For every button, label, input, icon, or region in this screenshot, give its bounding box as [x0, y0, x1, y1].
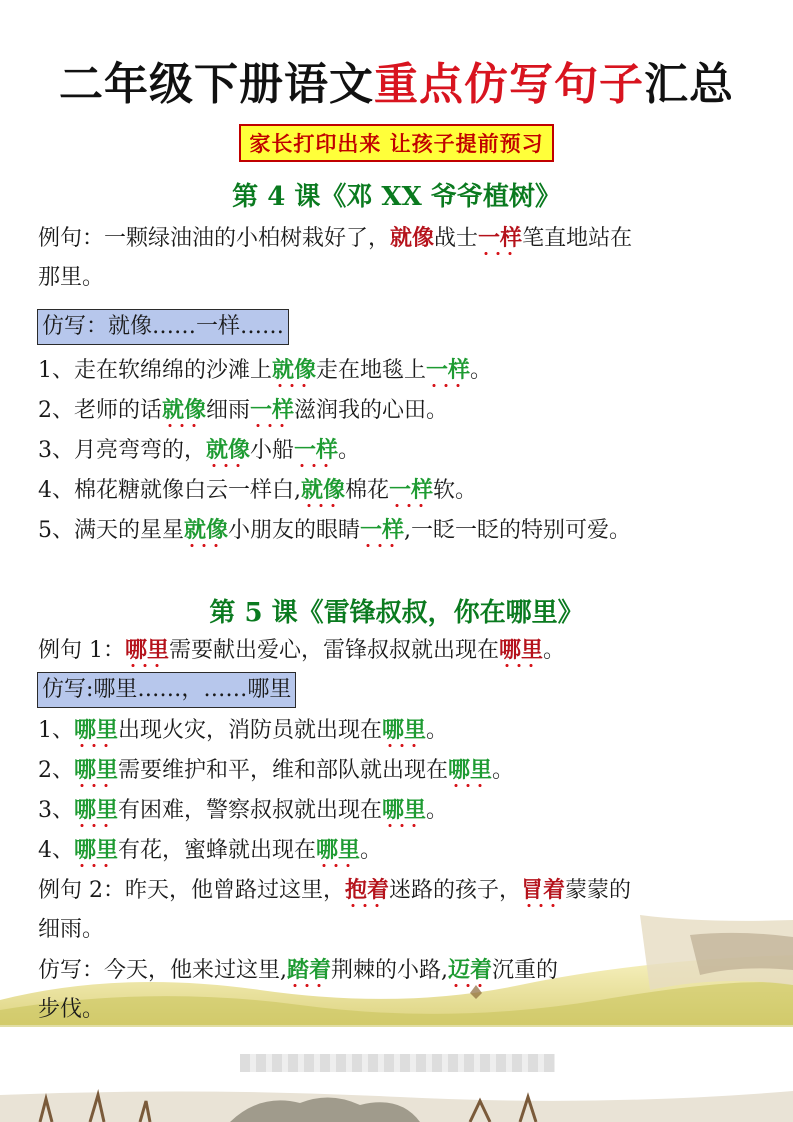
lesson5-pattern-box: 仿写:哪里……，……哪里 [37, 672, 296, 708]
keyword: 冒着 [521, 877, 566, 903]
keyword: 一样 [478, 225, 523, 251]
keyword: 迈着 [448, 957, 493, 983]
list-item: 3、哪里有困难，警察叔叔就出现在哪里。 [38, 797, 449, 823]
list-item: 3、月亮弯弯的，就像小船一样。 [38, 437, 361, 463]
keyword: 就像 [390, 225, 435, 251]
lesson5-heading: 第 5 课《雷锋叔叔，你在哪里》 [209, 598, 584, 628]
list-item: 5、满天的星星就像小朋友的眼睛一样,一眨一眨的特别可爱。 [38, 517, 632, 543]
lesson5-example1: 例句 1：哪里需要献出爱心，雷锋叔叔就出现在哪里。 [38, 637, 566, 663]
list-item: 4、棉花糖就像白云一样白,就像棉花一样软。 [38, 477, 478, 503]
watermark-blur [240, 1054, 555, 1072]
lesson4-heading: 第 4 课《邓 XX 爷爷植树》 [232, 182, 561, 212]
list-item: 1、哪里出现火灾，消防员就出现在哪里。 [38, 717, 449, 743]
landscape-illustration [0, 915, 793, 1122]
lesson5-example2-line2: 细雨。 [38, 917, 105, 942]
keyword: 哪里 [125, 637, 170, 663]
list-item: 4、哪里有花，蜜蜂就出现在哪里。 [38, 837, 383, 863]
lesson5-imitate-line1: 仿写：今天，他来过这里,踏着荆棘的小路,迈着沉重的 [38, 957, 559, 983]
keyword: 哪里 [499, 637, 544, 663]
title-part1: 二年级下册语文 [59, 59, 374, 110]
list-item: 2、老师的话就像细雨一样滋润我的心田。 [38, 397, 449, 423]
title-highlight: 重点仿写句子 [374, 59, 644, 110]
lesson4-pattern-box: 仿写：就像……一样…… [37, 309, 289, 345]
lesson4-example-line1: 例句：一颗绿油油的小柏树栽好了，就像战士一样笔直地站在 [38, 225, 633, 251]
keyword: 踏着 [287, 957, 332, 983]
page-title [0, 48, 793, 112]
subtitle-banner: 家长打印出来 让孩子提前预习 [239, 124, 553, 162]
title-part3: 汇总 [644, 59, 734, 110]
lesson5-example2-line1: 例句 2：昨天，他曾路过这里，抱着迷路的孩子，冒着蒙蒙的 [38, 877, 632, 903]
keyword: 抱着 [345, 877, 390, 903]
lesson4-example-line2: 那里。 [38, 265, 105, 290]
lesson5-imitate-line2: 步伐。 [38, 997, 105, 1022]
list-item: 1、走在软绵绵的沙滩上就像走在地毯上一样。 [38, 357, 493, 383]
list-item: 2、哪里需要维护和平，维和部队就出现在哪里。 [38, 757, 515, 783]
